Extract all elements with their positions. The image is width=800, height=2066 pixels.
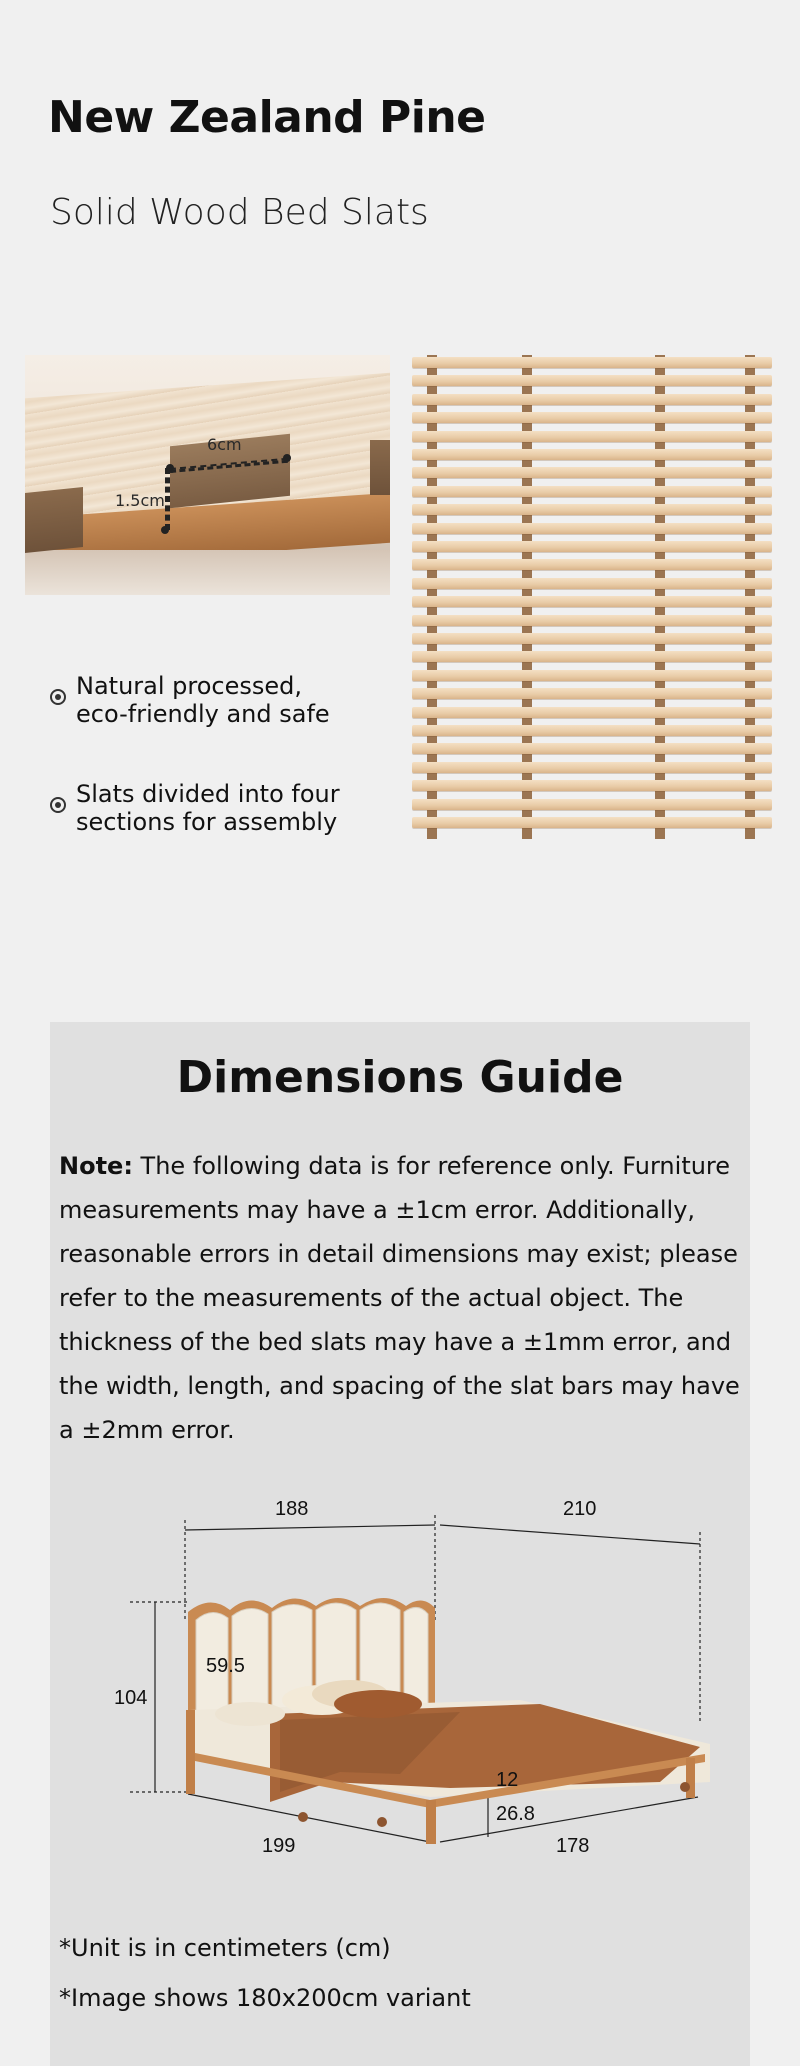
slat-frame-illustration [412, 355, 772, 839]
dimension-dot [283, 454, 291, 462]
dim-bottom-length: 178 [556, 1835, 590, 1857]
dim-bottom-width: 199 [262, 1835, 296, 1857]
slat-bar [412, 707, 772, 718]
dim-total-height: 104 [114, 1687, 148, 1709]
page-title: New Zealand Pine [48, 92, 486, 143]
slat-bar [412, 449, 772, 460]
bullet-radio-icon [50, 689, 66, 705]
slat-bar [412, 743, 772, 754]
slat-bar [412, 523, 772, 534]
slat-bar [412, 725, 772, 736]
dim-top-width: 188 [275, 1498, 309, 1520]
slat-bar [412, 486, 772, 497]
slat-bar [412, 467, 772, 478]
slat-closeup-photo [25, 355, 390, 595]
slat-bar [412, 357, 772, 368]
dimensions-title: Dimensions Guide [176, 1052, 624, 1103]
dimensions-note: Note: The following data is for reference only. Furniture measurements may have a ±1cm error. Additionally, reasonable errors in detail dimensions may exist; please refer to the measurements of the actual object. The thickness of the bed slats may have a ±1mm error, and the width, length, and spacing of the slat bars may have a ±2mm error. [59, 1152, 740, 1444]
slat-bar [412, 688, 772, 699]
feature-text: Slats divided into four sections for assembly [76, 780, 340, 836]
footnote-variant: *Image shows 180x200cm variant [59, 1984, 471, 2012]
slat-bar [412, 615, 772, 626]
feature-text: Natural processed, eco-friendly and safe [76, 672, 330, 728]
slat-bar [412, 412, 772, 423]
slat-block [25, 487, 83, 553]
slat-bar [412, 780, 772, 791]
slat-bar [412, 633, 772, 644]
slat-bar [412, 375, 772, 386]
dimensions-panel [50, 1022, 750, 2066]
photo-shadow [25, 550, 390, 595]
slat-bar [412, 559, 772, 570]
slat-bar [412, 394, 772, 405]
dim-top-length: 210 [563, 1498, 597, 1520]
feature-item [50, 780, 396, 836]
slat-bar [412, 541, 772, 552]
slat-block [370, 440, 390, 495]
bed-dimension-diagram [100, 1482, 720, 1872]
dim-slat-gap: 12 [496, 1769, 519, 1791]
slat-bar [412, 431, 772, 442]
slat-bar [412, 817, 772, 828]
width-label: 6cm [207, 435, 242, 454]
slat-bar [412, 596, 772, 607]
footnote-unit: *Unit is in centimeters (cm) [59, 1934, 391, 1962]
slat-bar [412, 504, 772, 515]
page-subtitle: Solid Wood Bed Slats [50, 192, 429, 233]
thickness-dimension-line [165, 468, 170, 530]
slat-bar [412, 651, 772, 662]
feature-item [50, 672, 396, 728]
slat-bar [412, 670, 772, 681]
slat-bar [412, 578, 772, 589]
dim-leg-height: 26.8 [496, 1803, 535, 1825]
slat-bar [412, 799, 772, 810]
bullet-radio-icon [50, 797, 66, 813]
dim-headboard-height: 59.5 [206, 1655, 245, 1677]
slat-bar [412, 762, 772, 773]
thickness-label: 1.5cm [115, 491, 165, 510]
dimension-dot [161, 526, 169, 534]
